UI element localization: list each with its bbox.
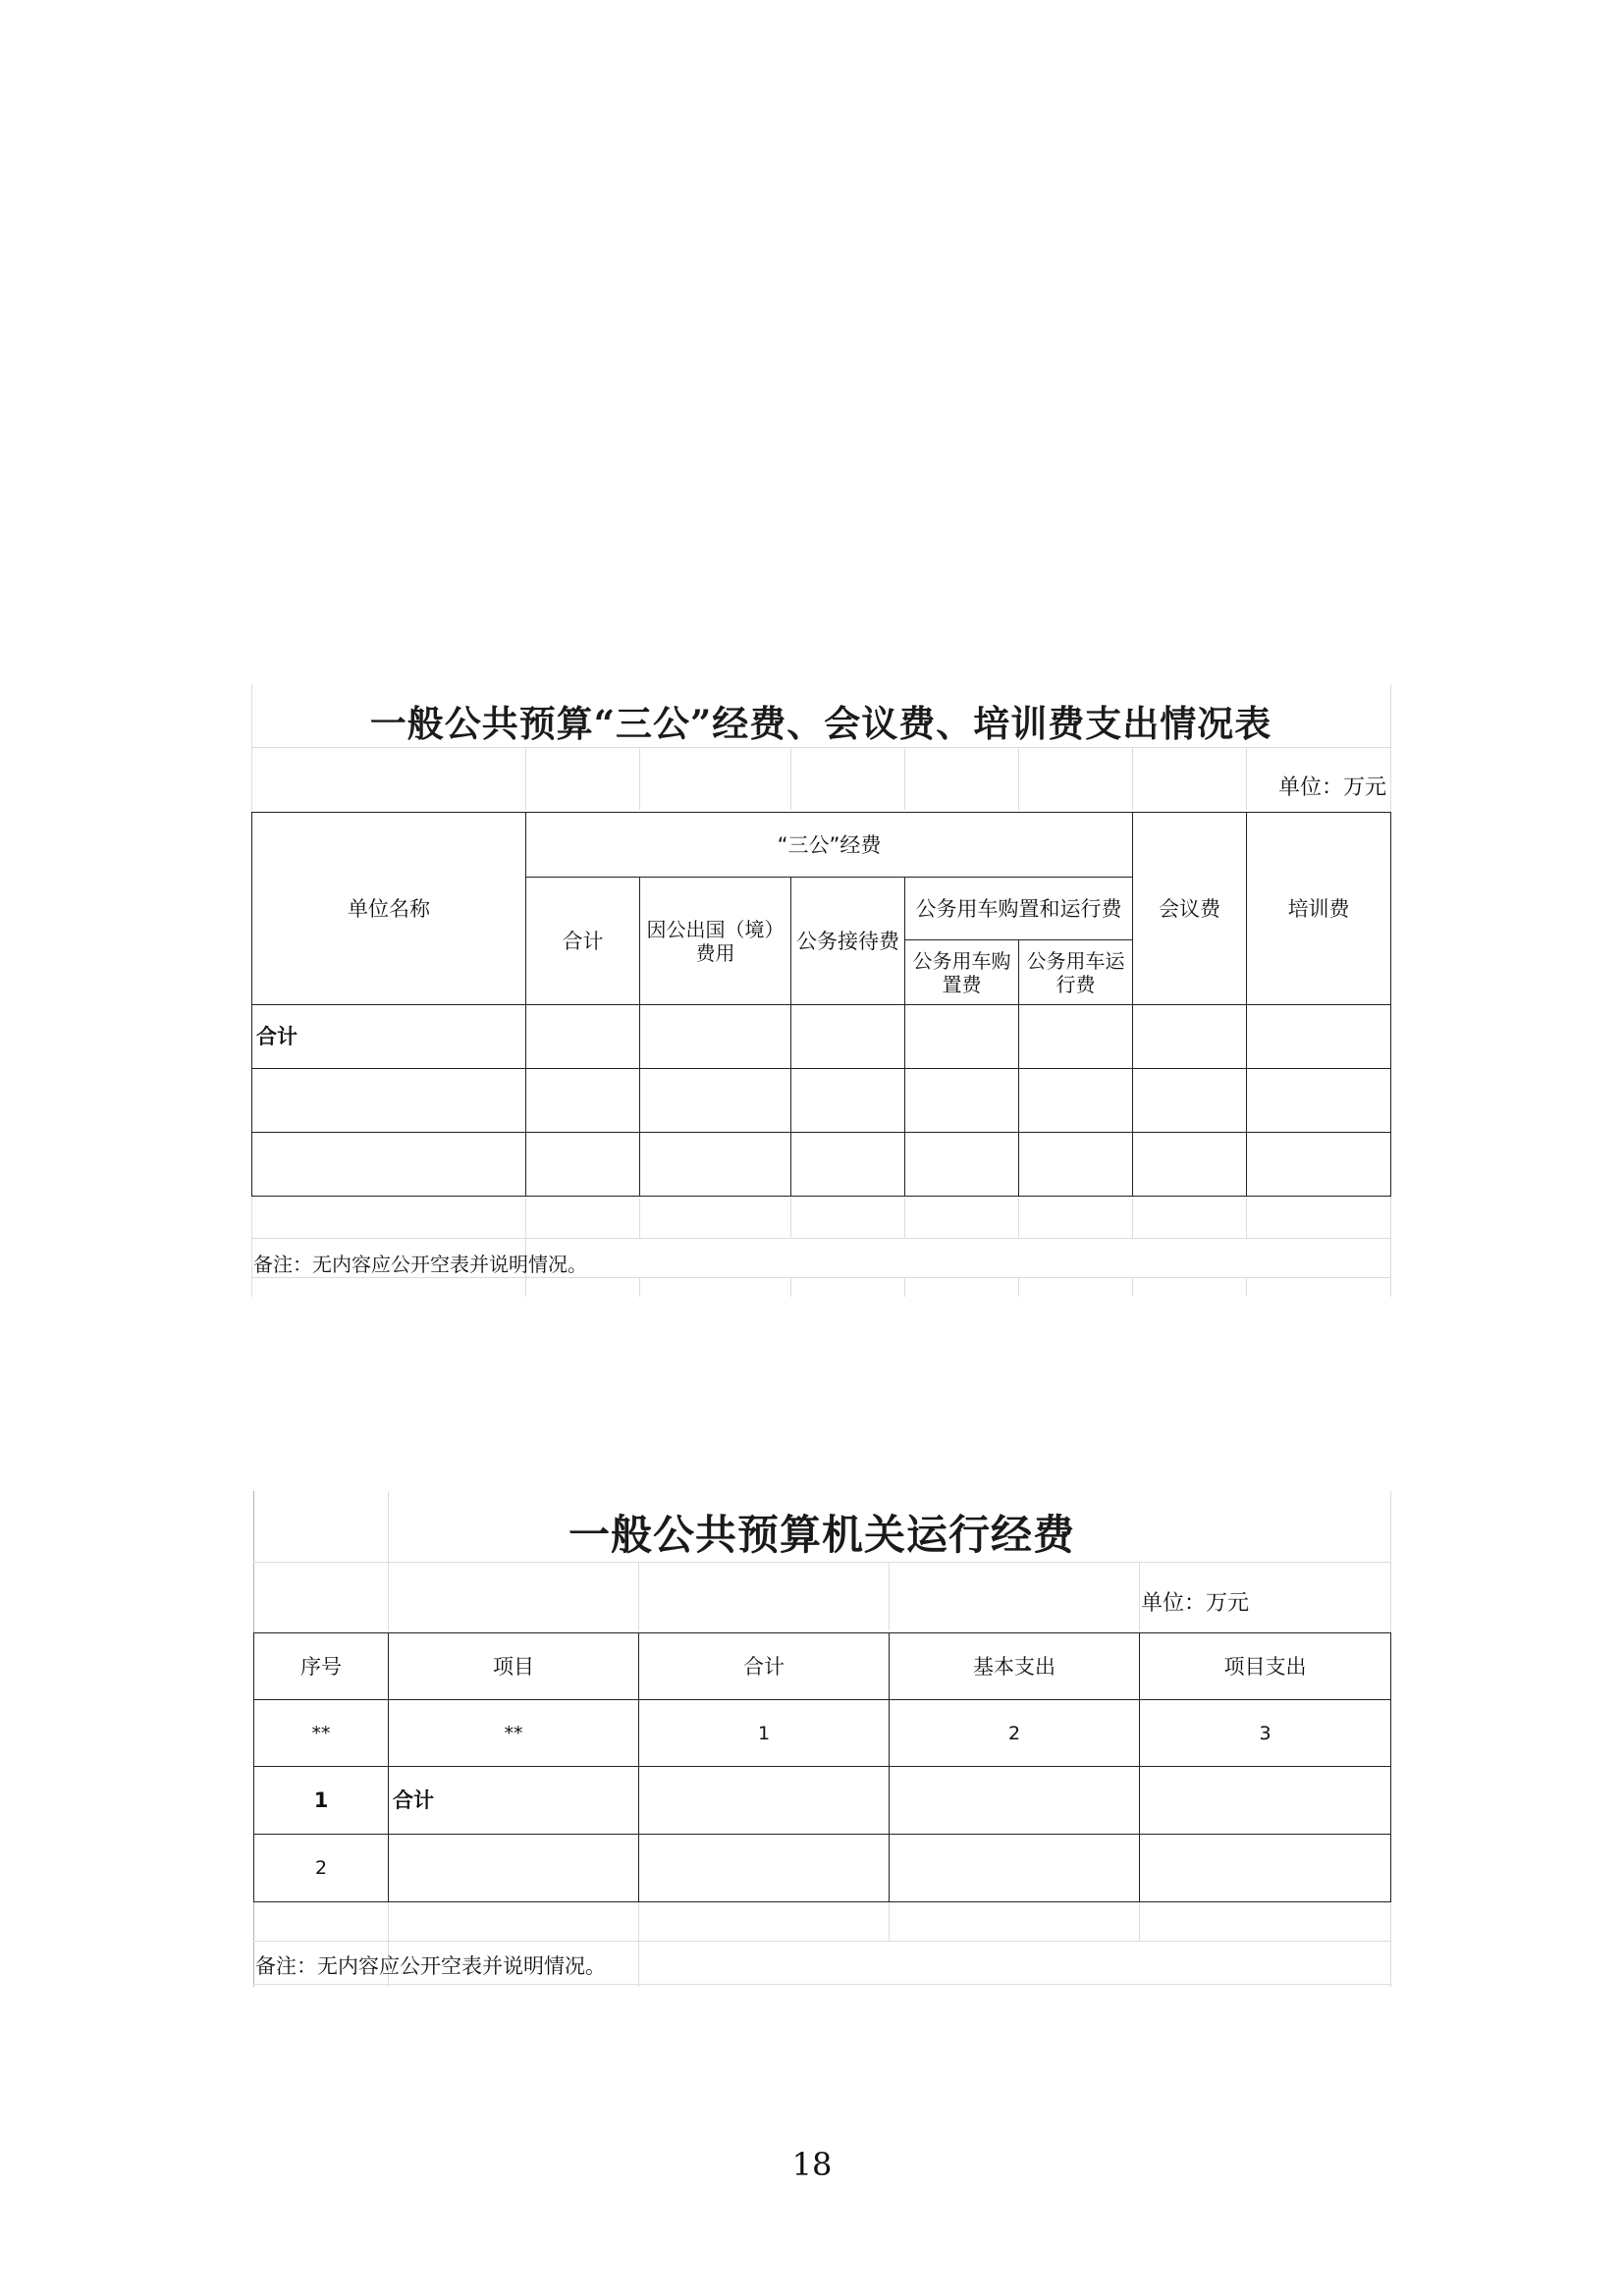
table-row bbox=[252, 1069, 1391, 1133]
row-item bbox=[389, 1835, 639, 1902]
cell bbox=[639, 1767, 890, 1835]
gridline bbox=[889, 1901, 890, 1941]
table-note: 备注：无内容应公开空表并说明情况。 bbox=[255, 1954, 606, 1978]
gridline bbox=[639, 1277, 640, 1297]
table-row bbox=[254, 1700, 1391, 1767]
cell bbox=[640, 1005, 791, 1069]
gridline bbox=[904, 747, 905, 810]
header-vehicle: 公务用车购置和运行费 bbox=[905, 878, 1133, 940]
cell bbox=[526, 1069, 640, 1133]
header-item: 项目 bbox=[389, 1633, 639, 1700]
header-sangong: “三公”经费 bbox=[526, 813, 1133, 878]
sangong-expense-sheet bbox=[251, 684, 1390, 1297]
gridline bbox=[1139, 1901, 1140, 1941]
gridline bbox=[790, 1199, 791, 1238]
code-cell: 3 bbox=[1140, 1700, 1391, 1767]
gridline bbox=[1018, 1277, 1019, 1297]
header-project-expense: 项目支出 bbox=[1140, 1633, 1391, 1700]
cell bbox=[791, 1005, 905, 1069]
cell bbox=[1133, 1133, 1247, 1197]
gridline bbox=[1132, 747, 1133, 810]
table-note: 备注：无内容应公开空表并说明情况。 bbox=[253, 1253, 587, 1276]
cell bbox=[1140, 1835, 1391, 1902]
row-name: 合计 bbox=[252, 1005, 526, 1069]
gridline bbox=[904, 1277, 905, 1297]
header-basic-expense: 基本支出 bbox=[890, 1633, 1140, 1700]
cell bbox=[905, 1133, 1019, 1197]
cell bbox=[905, 1069, 1019, 1133]
page-number: 18 bbox=[791, 2146, 833, 2183]
cell bbox=[526, 1005, 640, 1069]
table-row bbox=[254, 1767, 1391, 1835]
gridline bbox=[638, 1901, 639, 1987]
gridline bbox=[639, 747, 640, 810]
cell bbox=[640, 1069, 791, 1133]
gridline bbox=[638, 1562, 639, 1630]
table-title: 一般公共预算机关运行经费 bbox=[568, 1511, 1075, 1559]
row-name bbox=[252, 1069, 526, 1133]
cell bbox=[1019, 1005, 1133, 1069]
unit-label: 单位：万元 bbox=[1277, 775, 1386, 800]
cell bbox=[1140, 1767, 1391, 1835]
gridline bbox=[904, 1199, 905, 1238]
header-unit-name: 单位名称 bbox=[252, 813, 526, 1005]
gridline bbox=[1246, 1199, 1247, 1238]
cell bbox=[890, 1835, 1140, 1902]
table-row bbox=[252, 1133, 1391, 1197]
gridline bbox=[251, 1277, 1390, 1278]
gridline bbox=[251, 1238, 1390, 1239]
code-cell: ** bbox=[254, 1700, 389, 1767]
row-item: 合计 bbox=[389, 1767, 639, 1835]
gridline bbox=[253, 1984, 1390, 1985]
gridline bbox=[1246, 747, 1247, 810]
cell bbox=[639, 1835, 890, 1902]
gridline bbox=[1246, 1277, 1247, 1297]
gridline bbox=[639, 1199, 640, 1238]
operating-expense-sheet bbox=[253, 1491, 1390, 1987]
cell bbox=[1019, 1069, 1133, 1133]
sangong-expense-table bbox=[251, 812, 1391, 1197]
header-training: 培训费 bbox=[1247, 813, 1391, 1005]
cell bbox=[905, 1005, 1019, 1069]
gridline bbox=[1018, 1199, 1019, 1238]
gridline bbox=[1132, 1277, 1133, 1297]
table-title: 一般公共预算“三公”经费、会议费、培训费支出情况表 bbox=[369, 702, 1272, 745]
row-no: 1 bbox=[254, 1767, 389, 1835]
gridline bbox=[790, 1277, 791, 1297]
code-cell: ** bbox=[389, 1700, 639, 1767]
gridline bbox=[1018, 747, 1019, 810]
gridline bbox=[1132, 1199, 1133, 1238]
header-reception: 公务接待费 bbox=[791, 878, 905, 1005]
header-travel-abroad: 因公出国（境）费用 bbox=[640, 878, 791, 1005]
cell bbox=[1247, 1133, 1391, 1197]
row-name bbox=[252, 1133, 526, 1197]
header-vehicle-operation: 公务用车运行费 bbox=[1019, 940, 1133, 1005]
unit-label: 单位：万元 bbox=[1141, 1591, 1250, 1616]
gridline bbox=[889, 1562, 890, 1630]
cell bbox=[890, 1767, 1140, 1835]
code-cell: 2 bbox=[890, 1700, 1140, 1767]
cell bbox=[791, 1069, 905, 1133]
header-vehicle-purchase: 公务用车购置费 bbox=[905, 940, 1019, 1005]
gridline bbox=[790, 747, 791, 810]
cell bbox=[640, 1133, 791, 1197]
cell bbox=[1247, 1069, 1391, 1133]
header-total: 合计 bbox=[526, 878, 640, 1005]
cell bbox=[1133, 1069, 1247, 1133]
gridline bbox=[1139, 1562, 1140, 1630]
table-row bbox=[252, 1005, 1391, 1069]
header-meeting: 会议费 bbox=[1133, 813, 1247, 1005]
code-cell: 1 bbox=[639, 1700, 890, 1767]
row-no: 2 bbox=[254, 1835, 389, 1902]
cell bbox=[1133, 1005, 1247, 1069]
header-total: 合计 bbox=[639, 1633, 890, 1700]
gridline bbox=[525, 1199, 526, 1297]
cell bbox=[1019, 1133, 1133, 1197]
gridline bbox=[253, 1941, 1390, 1942]
gridline bbox=[253, 1562, 1390, 1563]
cell bbox=[526, 1133, 640, 1197]
cell bbox=[1247, 1005, 1391, 1069]
gridline bbox=[525, 747, 526, 810]
table-row bbox=[254, 1835, 1391, 1902]
gridline bbox=[251, 747, 1390, 748]
cell bbox=[791, 1133, 905, 1197]
operating-expense-table bbox=[253, 1632, 1391, 1902]
header-no: 序号 bbox=[254, 1633, 389, 1700]
